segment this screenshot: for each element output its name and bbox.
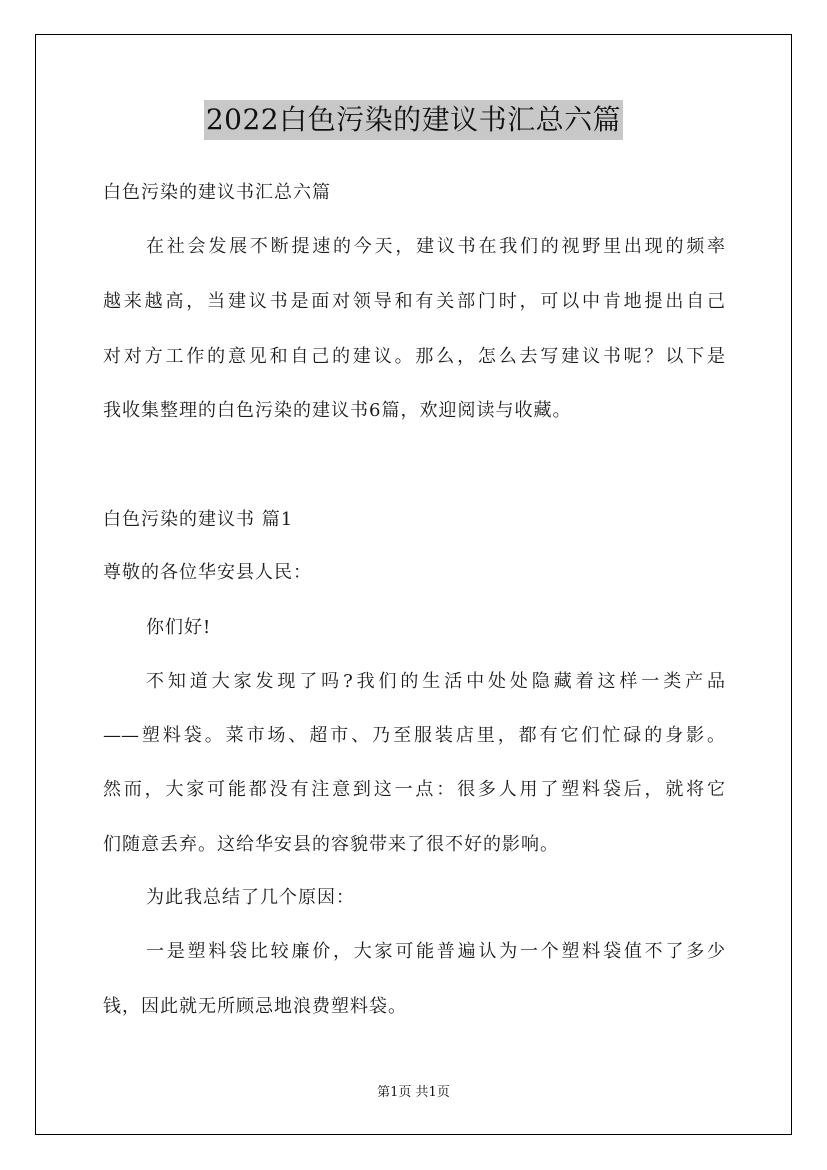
section-heading: 白色污染的建议书 篇1	[103, 509, 294, 530]
intro-line-1: 在社会发展不断提速的今天，建议书在我们的视野里出现的频率	[146, 236, 725, 257]
intro-line-4: 我收集整理的白色污染的建议书6篇，欢迎阅读与收藏。	[103, 400, 572, 421]
para1-line-2: ——塑料袋。菜市场、超市、乃至服装店里，都有它们忙碌的身影。	[103, 725, 725, 746]
para1-line-3: 然而，大家可能都没有注意到这一点：很多人用了塑料袋后，就将它	[103, 779, 725, 800]
title-wrap	[0, 100, 827, 140]
document-title: 2022白色污染的建议书汇总六篇	[204, 100, 623, 140]
page-footer: 第1页 共1页	[377, 1085, 450, 1100]
intro-line-2: 越来越高，当建议书是面对领导和有关部门时，可以中肯地提出自己	[103, 291, 725, 312]
intro-line-3: 对对方工作的意见和自己的建议。那么，怎么去写建议书呢？以下是	[103, 346, 725, 367]
salutation: 尊敬的各位华安县人民：	[103, 562, 312, 583]
document-subtitle: 白色污染的建议书汇总六篇	[103, 182, 331, 203]
para2: 为此我总结了几个原因：	[146, 887, 355, 908]
para3-line-2: 钱，因此就无所顾忌地浪费塑料袋。	[103, 996, 407, 1017]
greeting: 你们好!	[146, 617, 212, 638]
para1-line-4: 们随意丢弃。这给华安县的容貌带来了很不好的影响。	[103, 834, 559, 855]
para3-line-1: 一是塑料袋比较廉价，大家可能普遍认为一个塑料袋值不了多少	[146, 941, 725, 962]
para1-line-1: 不知道大家发现了吗?我们的生活中处处隐藏着这样一类产品	[146, 671, 725, 692]
